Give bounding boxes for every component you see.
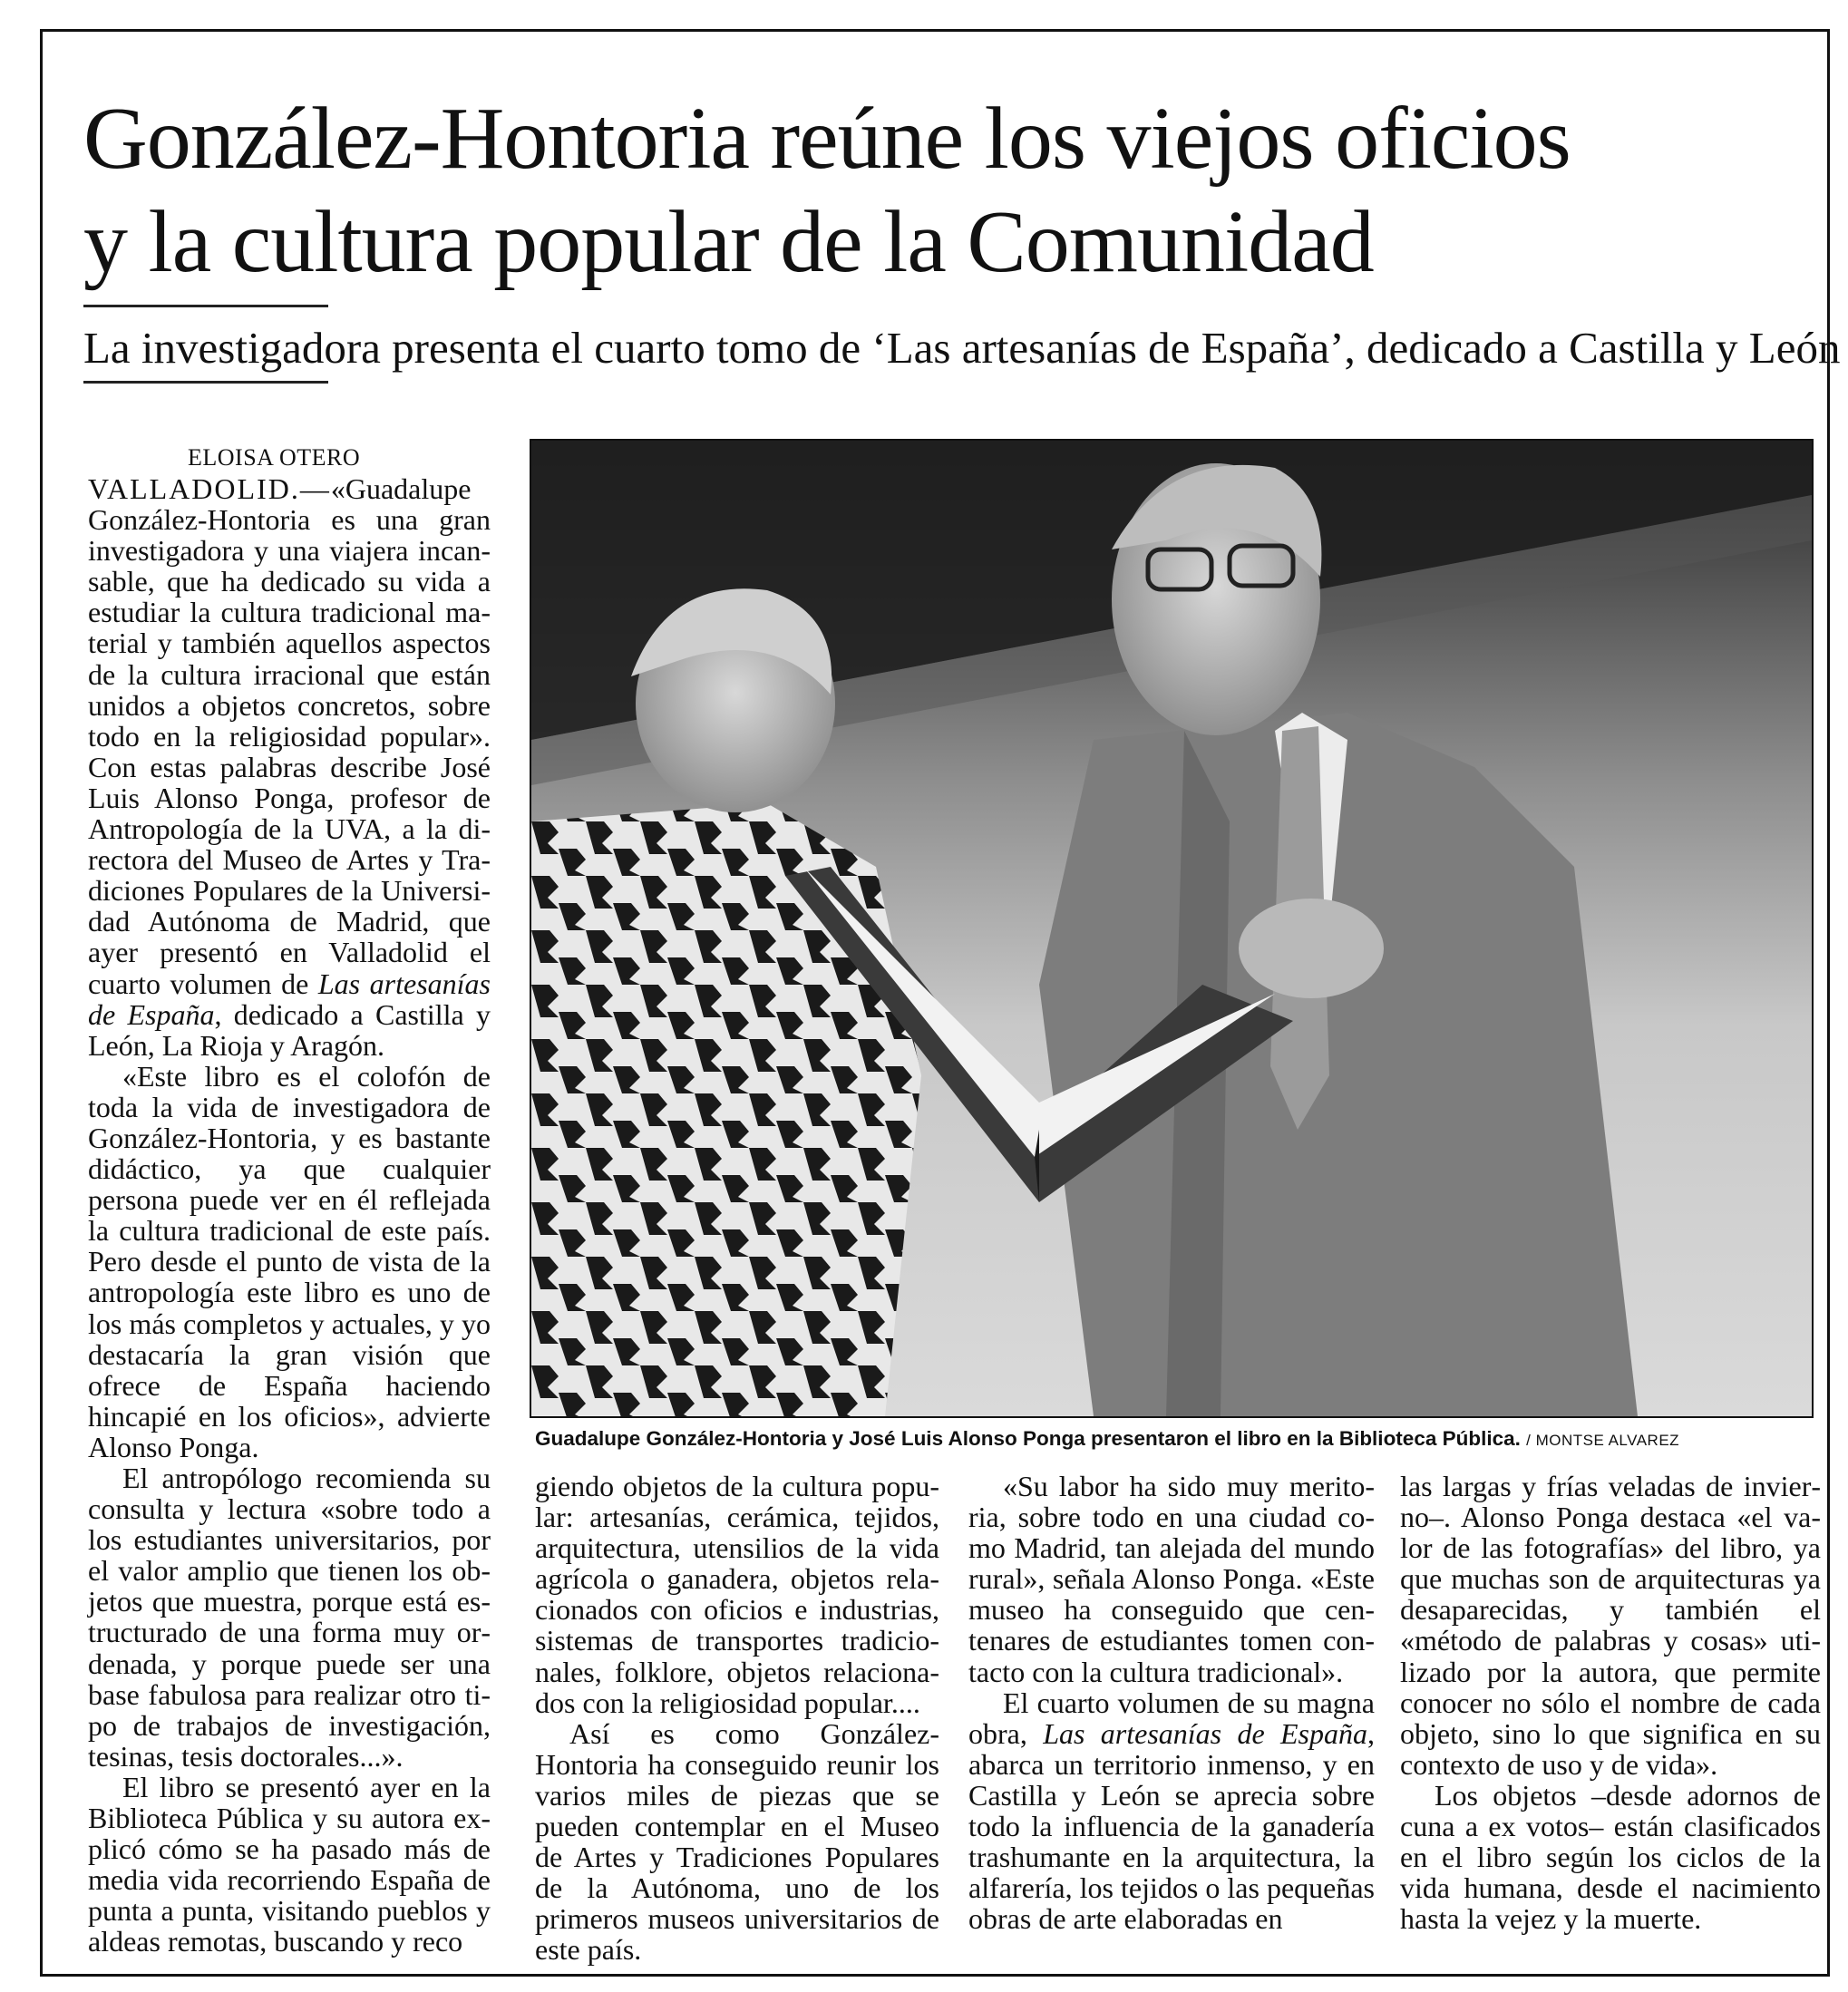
byline: ELOISA OTERO (188, 444, 361, 471)
text-column-2 (535, 1471, 939, 1966)
paragraph: giendo objetos de la cultura popular: artesanías, cerámica, tejidos, arquitectura, utensilios de la vida agrícola o ganadera, objetos relacionados con oficios e industrias, sistemas de transportes tradicionales, folklore, objetos relacionados con la religiosidad popular.... (535, 1470, 939, 1719)
dateline: VALLADOLID.— (88, 472, 331, 505)
paragraph: VALLADOLID.—«Guadalupe González-Hontoria es una gran investigadora y una viajera incansable, que ha dedicado su vida a estudiar la cultura tradicional material y también aquellos aspectos de la cultura irracional que están unidos a objetos concretos, sobre todo en la religiosidad popular». Con estas palabras describe José Luis Alonso Ponga, profesor de Antropología de la UVA, a la directora del Museo de Artes y Tradiciones Populares de la Universidad Autónoma de Madrid, que ayer presentó en Valladolid el cuarto volumen de Las artesanías de España, dedicado a Castilla y León, La Rioja y Aragón. (88, 472, 491, 1062)
paragraph: «Este libro es el colofón de toda la vida de investigadora de González-Hontoria, y es bastante didáctico, ya que cualquier persona puede ver en él reflejada la cultura tradicional de este país. Pero desde el punto de vista de la antropología este libro es uno de los más completos y actuales, y yo destacaría la gran visión que ofrece de España haciendo hincapié en los oficios», advierte Alonso Ponga. (88, 1059, 491, 1463)
text-column-1 (88, 442, 491, 1958)
paragraph: El libro se presentó ayer en la Biblioteca Pública y su autora explicó cómo se ha pasado más de media vida recorriendo España de punta a punta, visitando pueblos y aldeas remotas, buscando y reco (88, 1770, 491, 1958)
subtitle-rule-top (83, 305, 328, 307)
headline-line-2: y la cultura popular de la Comunidad (83, 193, 1374, 291)
subtitle: La investigadora presenta el cuarto tomo de ‘Las artesanías de España’, dedicado a Castilla y León (83, 323, 1841, 373)
subtitle-rule-bottom (83, 381, 328, 384)
paragraph: Así es como González-Hontoria ha conseguido reunir los varios miles de piezas que se pueden contemplar en el Museo de Artes y Tradiciones Populares de la Autónoma, uno de los primeros museos universitarios de este país. (535, 1716, 939, 1967)
photo-credit: / MONTSE ALVAREZ (1526, 1432, 1680, 1449)
article-photo (530, 439, 1814, 1418)
paragraph: El antropólogo recomienda su consulta y lectura «sobre todo a los estudiantes universitarios, por el valor amplio que tienen los objetos que muestra, porque está estructurado de una forma muy ordenada, y porque puede ser una base fabulosa para realizar otro tipo de trabajos de investigación, tesinas, tesis doctorales...». (88, 1462, 491, 1773)
paragraph: El cuarto volumen de su magna obra, Las artesanías de España, abarca un territorio inmenso, y en Castilla y León se aprecia sobre todo la influencia de la ganadería trashumante en la arquitectura, la alfarería, los tejidos o las pequeñas obras de arte elaboradas en (968, 1686, 1376, 1936)
caption-text: Guadalupe González-Hontoria y José Luis Alonso Ponga presentaron el libro en la Biblioteca Pública. (535, 1427, 1521, 1450)
headline (83, 87, 1806, 294)
paragraph: «Su labor ha sido muy meritoria, sobre todo en una ciudad como Madrid, tan alejada del mundo rural», señala Alonso Ponga. «Este museo ha conseguido que centenares de estudiantes tomen contacto con la cultura tradicional». (968, 1470, 1375, 1688)
headline-line-1: González-Hontoria reúne los viejos oficios (83, 90, 1571, 188)
photo-illustration (531, 441, 1812, 1416)
text-column-3 (968, 1471, 1375, 1934)
text-column-4 (1400, 1471, 1821, 1934)
paragraph: Los objetos –desde adornos de cuna a ex votos– están clasificados en el libro según los ciclos de la vida humana, desde el nacimiento hasta la vejez y la muerte. (1400, 1778, 1821, 1936)
paragraph: las largas y frías veladas de invierno–. Alonso Ponga destaca «el valor de las fotografías» del libro, ya que muchas son de arquitecturas ya desaparecidas, y también el «método de palabras y cosas» utilizado por la autora, que permite conocer no sólo el nombre de cada objeto, sino lo que significa en su contexto de uso y de vida». (1400, 1470, 1821, 1781)
photo-caption (535, 1424, 1823, 1456)
